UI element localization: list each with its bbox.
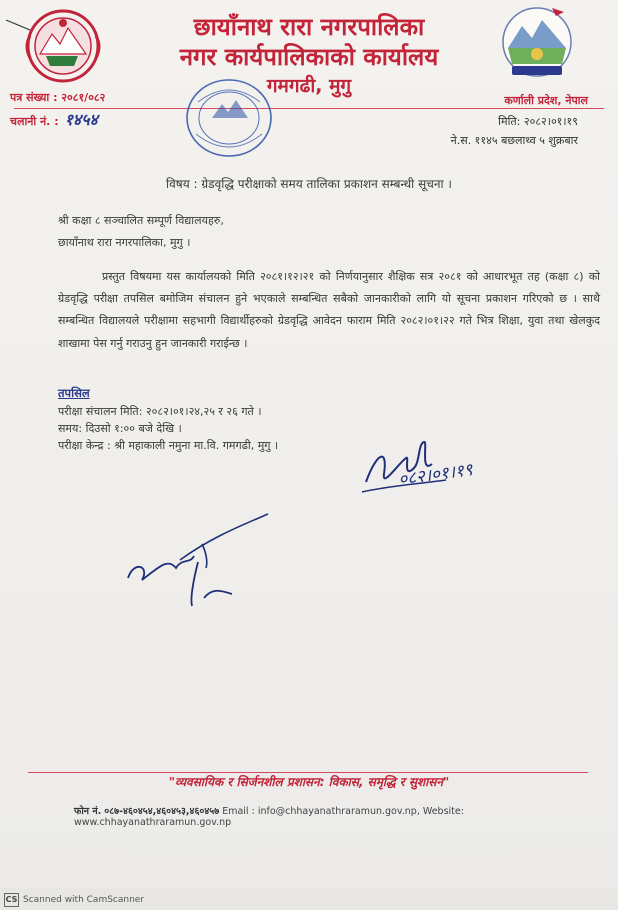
subject-line: विषय : ग्रेडवृद्धि परीक्षाको समय तालिका प्रकाशन सम्बन्धी सूचना । [166, 177, 452, 191]
office-stamp-icon [182, 74, 276, 162]
footer-contact [74, 804, 618, 828]
addressee-line1: श्री कक्षा ८ सञ्चालित सम्पूर्ण विद्यालयहरु, [58, 214, 224, 227]
camscanner-label: Scanned with CamScanner [23, 895, 145, 905]
schedule-item-time: समय: दिउसो १:०० बजे देखि । [58, 422, 182, 435]
office-name-line2: नगर कार्यपालिकाको कार्यालय [179, 43, 439, 71]
schedule-item-center: परीक्षा केन्द्र : श्री महाकाली नमुना मा.वि. गमगढी, मुगु । [58, 439, 279, 452]
camscanner-logo-icon: CS [4, 893, 19, 907]
addressee-line2: छायाँनाथ रारा नगरपालिका, मुगु । [58, 236, 191, 249]
schedule-list [58, 403, 278, 454]
body-text: प्रस्तुत विषयमा यस कार्यालयको मिति २०८१।१२।२१ को निर्णयानुसार शैक्षिक सत्र २०८१ को आधारभूत तह (कक्षा ८) को ग्रेडवृद्धि परीक्षा तपसिल बमोजिम संचालन हुने भएकाले सम्बन्धित सबैको जानकारीको लागि यो सूचना प्रकाशन गरिएको छ । साथै सम्बन्धित विद्यालयले परीक्षामा सहभागी विद्यार्थीहरुको ग्रेडवृद्धि आवेदन फाराम मिति २०८२।०१।२२ गते भित्र शिक्षा, युवा तथा खेलकुद शाखामा पेस गर्नु गराउनु हुन जानकारी गराईन्छ । [58, 270, 600, 350]
camscanner-watermark [4, 893, 144, 907]
date-block [451, 112, 578, 150]
office-address: गमगढी, मुगु [266, 75, 352, 97]
email: Email : info@chhayanathraramun.gov.np, [222, 806, 420, 817]
chalani-number: १४५४ [64, 110, 98, 129]
chalani-label: चलानी नं. : [10, 115, 59, 128]
signature-second-icon [120, 508, 280, 612]
patra-sankhya: पत्र संख्या : २०८१/०८२ [10, 91, 106, 104]
footer-slogan: "व्यवसायिक र सिर्जनशील प्रशासन: विकास, समृद्धि र सुशासन" [168, 775, 450, 789]
body-paragraph [58, 266, 600, 355]
phone-numbers: ०८७-४६०४५४,४६०४५३,४६०४५७ [104, 806, 220, 817]
header-divider [14, 108, 604, 109]
website: Website: www.chhayanathraramun.gov.np [74, 806, 464, 828]
province-label: कर्णाली प्रदेश, नेपाल [504, 94, 588, 107]
addressee [58, 210, 224, 254]
phone-label: फोन नं. [74, 806, 102, 817]
signature-date: ०८२।०१।१९ [397, 459, 475, 491]
nepal-sambat-line: ने.स. ११४५ बछलाथ्व ५ शुक्रबार [450, 134, 578, 147]
chalani-row [10, 108, 98, 130]
office-name-line1: छायाँनाथ रारा नगरपालिका [193, 13, 425, 41]
date-line: मिति: २०८२।०१।१९ [498, 115, 578, 128]
schedule-title: तपसिल [58, 386, 90, 400]
schedule-item-date: परीक्षा संचालन मिति: २०८२।०१।२४,२५ र २६ गते । [58, 405, 262, 418]
